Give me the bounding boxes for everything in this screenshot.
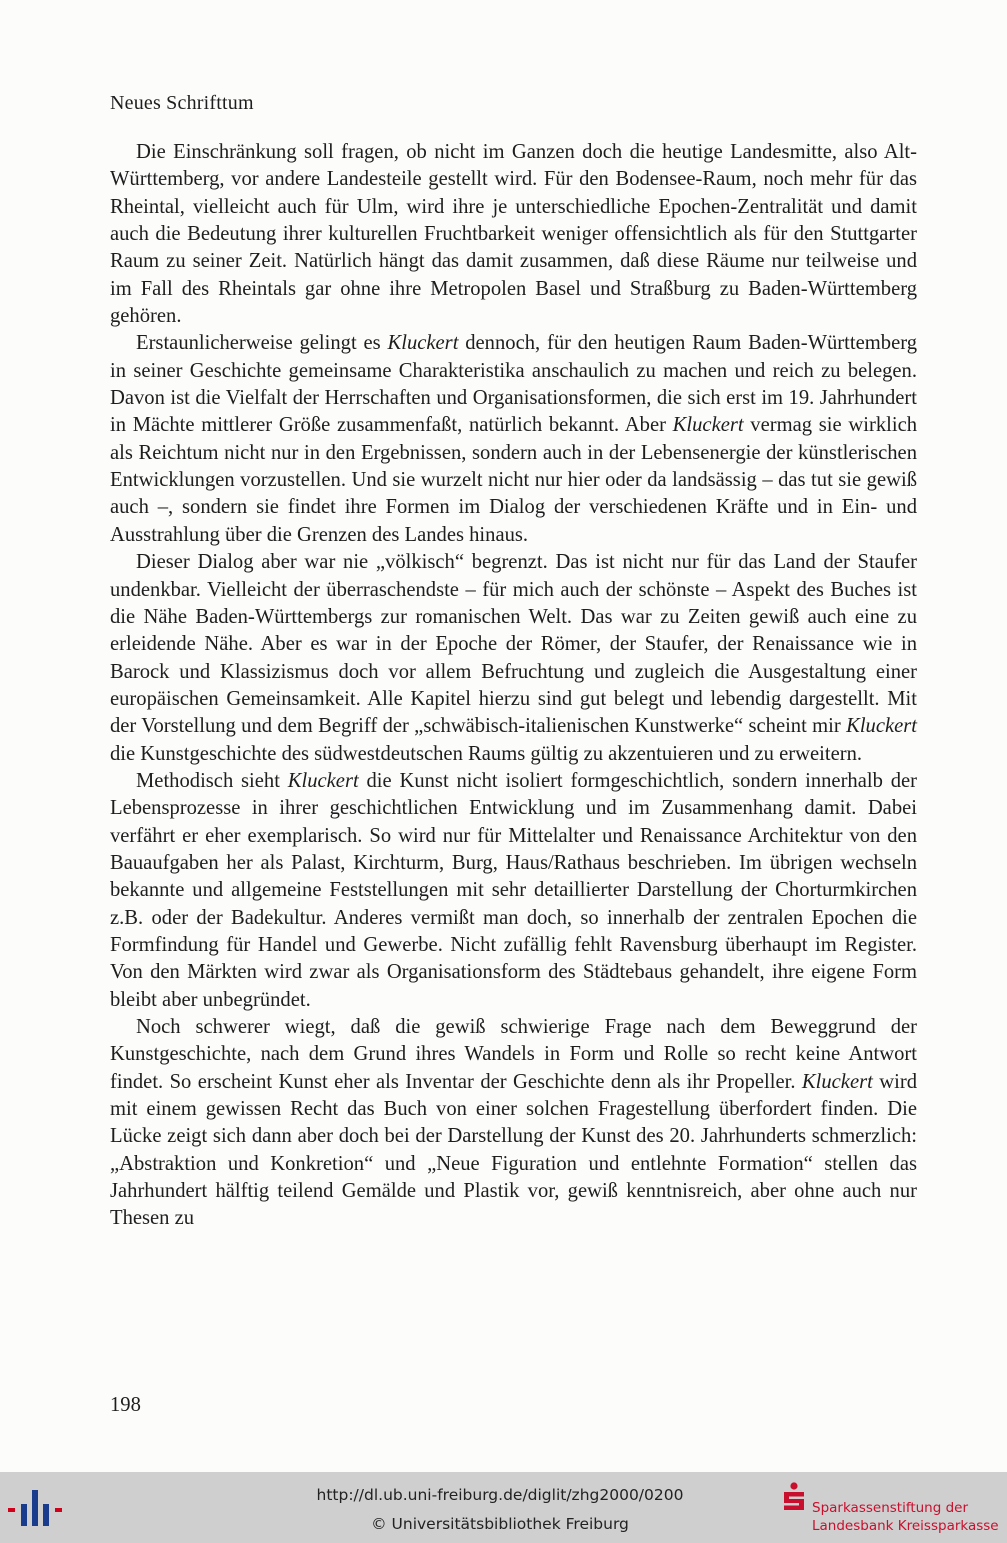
text-run: Noch schwerer wiegt, daß die gewiß schwierige Frage nach dem Beweggrund der Kunstgeschichte, nach dem Grund ihres Wandels in Form und Rolle so recht keine Antwort findet. So erscheint Kunst eher als Inventar der Geschichte denn als ihr Propeller. (110, 1016, 917, 1093)
text-run: dennoch, für den heutigen Raum Baden-Württemberg in seiner Geschichte gemeinsame Charakteristika anschaulich zu machen und reich zu belegen. Davon ist die Vielfalt der Herrschaften und Organisationsformen, die sich erst im 19. Jahrhundert in Mächte mittlerer Größe zusammenfaßt, natürlich bekannt. Aber (110, 332, 917, 437)
sparkasse-logo-icon (781, 1482, 807, 1512)
text-run: wird mit einem gewissen Recht das Buch von einer solchen Fragestellung überfordert finden. Die Lücke zeigt sich dann aber doch bei der Darstellung der Kunst des 20. Jahrhunderts schmerzlich: „Abstraktion und Konkretion“ und „Neue Figuration und entlehnte Formation“ stellen das Jahrhundert hälftig teilend Gemälde und Plastik vor, gewiß kenntnisreich, aber ohne auch nur Thesen zu (110, 1070, 917, 1230)
sponsor-name-line-1: Sparkassenstiftung der (812, 1500, 969, 1516)
text-run: die Kunstgeschichte des südwestdeutschen Raums gültig zu akzentuieren und zu erweitern. (110, 742, 863, 765)
author-name-italic: Kluckert (846, 715, 917, 738)
paragraph-1: Die Einschränkung soll fragen, ob nicht im Ganzen doch die heutige Landesmitte, also Alt-Württemberg, vor andere Landesteile gestellt wird. Für den Bodensee-Raum, noch mehr für das Rheintal, vielleicht auch für Ulm, wird ihre je unterschiedliche Epochen-Zentralität und damit auch die Bedeutung ihrer kulturellen Fruchtbarkeit weniger offensichtlich als für den Stuttgarter Raum zu seiner Zeit. Natürlich hängt das damit zusammen, daß diese Räume nur teilweise und im Fall des Rheintals gar ohne ihre Metropolen Basel und Straßburg zu Baden-Württemberg gehören. (110, 141, 917, 328)
text-run: Erstaunlicherweise gelingt es (136, 332, 388, 355)
copyright-notice: © Universitätsbibliothek Freiburg (371, 1515, 629, 1533)
author-name-italic: Kluckert (801, 1070, 873, 1093)
text-run: Dieser Dialog aber war nie „völkisch“ begrenzt. Das ist nicht nur für das Land der Staufer undenkbar. Vielleicht der überraschendste – für mich auch der schönste – Aspekt des Buches ist die Nähe Baden-Württembergs zur romanischen Welt. Das war zu Zeiten gewiß auch eine zu erleidende Nähe. Aber es war in der Epoche der Römer, der Staufer, der Renaissance wie in Barock und Klassizismus doch vor allem Befruchtung und zugleich die Ausgestaltung einer europäischen Gemeinsamkeit. Alle Kapitel hierzu sind gut belegt und lebendig dargestellt. Mit der Vorstellung und dem Begriff der „schwäbisch-italienischen Kunstwerke“ scheint mir (110, 551, 917, 738)
ub-freiburg-logo-icon (8, 1482, 68, 1534)
paragraph-3 (110, 549, 917, 768)
text-run: vermag sie wirklich als Reichtum nicht nur in den Ergebnissen, sondern auch in der Lebensenergie der künstlerischen Entwicklungen vorzustellen. Und sie wurzelt nicht nur hier oder da landsässig – das tut sie gewiß auch –, sondern sie findet ihre Formen im Dialog der verschiedenen Kräfte und in Ein- und Ausstrahlung über die Grenzen des Landes hinaus. (110, 414, 918, 546)
running-head: Neues Schrifttum (110, 92, 254, 114)
article-body (110, 139, 917, 1233)
text-run: Methodisch sieht (136, 769, 288, 792)
sponsor-name-line-2: Landesbank Kreissparkasse (812, 1518, 999, 1534)
author-name-italic: Kluckert (387, 332, 459, 355)
permalink-url[interactable]: http://dl.ub.uni-freiburg.de/diglit/zhg2000/0200 (316, 1486, 684, 1504)
page-number: 198 (110, 1394, 141, 1416)
paragraph-4 (110, 768, 917, 1014)
paragraph-2 (110, 330, 917, 549)
paragraph-5 (110, 1014, 917, 1233)
author-name-italic: Kluckert (672, 414, 744, 437)
author-name-italic: Kluckert (287, 769, 359, 792)
digitization-footer (0, 1472, 1007, 1543)
text-run: die Kunst nicht isoliert formgeschichtlich, sondern innerhalb der Lebensprozesse in ihrer geschichtlichen Entwicklung und im Zusammenhang damit. Dabei verfährt er eher exemplarisch. So wird nur für Mittelalter und Renaissance Architektur von den Bauaufgaben her als Palast, Kirchturm, Burg, Haus/Rathaus beschrieben. Im übrigen wechseln bekannte und allgemeine Feststellungen mit sehr detaillierter Darstellung der Chorturmkirchen z.B. oder der Badekultur. Anderes vermißt man doch, so innerhalb der zentralen Epochen die Formfindung für Handel und Gewerbe. Nicht zufällig fehlt Ravensburg überhaupt im Register. Von den Märkten wird zwar als Organisationsform des Städtebaus gehandelt, ihre eigene Form bleibt aber unbegründet. (110, 769, 917, 1011)
